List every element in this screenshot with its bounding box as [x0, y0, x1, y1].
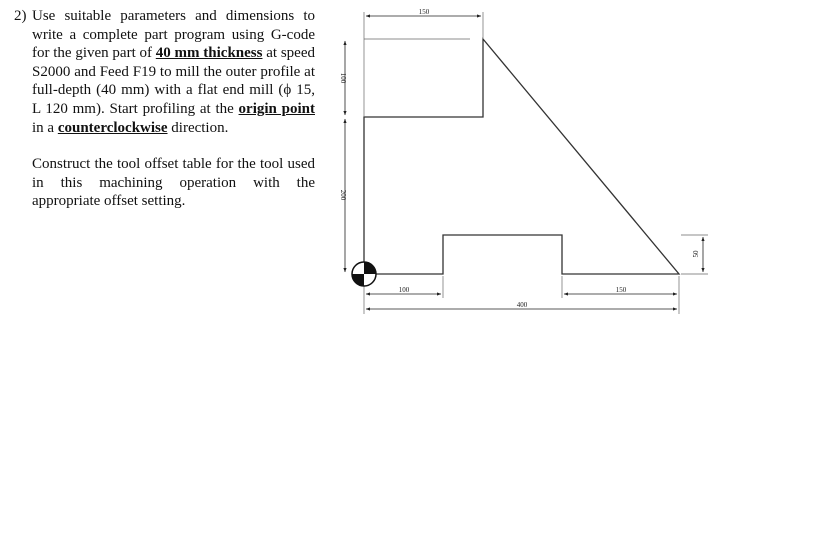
origin-point-emphasis: origin point	[238, 100, 315, 117]
dim-label-overall-400: 400	[516, 301, 528, 309]
dim-label-lower-200: 200	[339, 189, 347, 201]
question-number: 2)	[14, 8, 27, 24]
direction-emphasis: counterclockwise	[57, 119, 168, 136]
part-profile	[364, 39, 679, 274]
dim-label-step-50: 50	[692, 250, 700, 258]
dimension-lines	[345, 16, 703, 309]
extension-lines	[364, 12, 708, 314]
origin-symbol-icon	[352, 262, 376, 286]
thickness-emphasis: 40 mm thickness	[155, 45, 263, 62]
dim-label-top-150: 150	[418, 8, 430, 16]
question-paragraph-1: Use suitable parameters and dimensions to write a complete part program using G-code for the given part of 40 mm thickness at speed S2000 and Feed F19 to mill the outer profile at full-depth (40 mm) with a flat end mill (ϕ 15, L 120 mm). Start profiling at the origin point in a counterclockwise direction.	[32, 8, 315, 136]
dim-label-bottom-100: 100	[398, 286, 410, 294]
dim-label-upper-100: 100	[339, 72, 347, 84]
dim-label-bottom-150: 150	[615, 286, 627, 294]
question-paragraph-2: Construct the tool offset table for the tool used in this machining operation with the appropriate offset setting.	[32, 156, 315, 210]
